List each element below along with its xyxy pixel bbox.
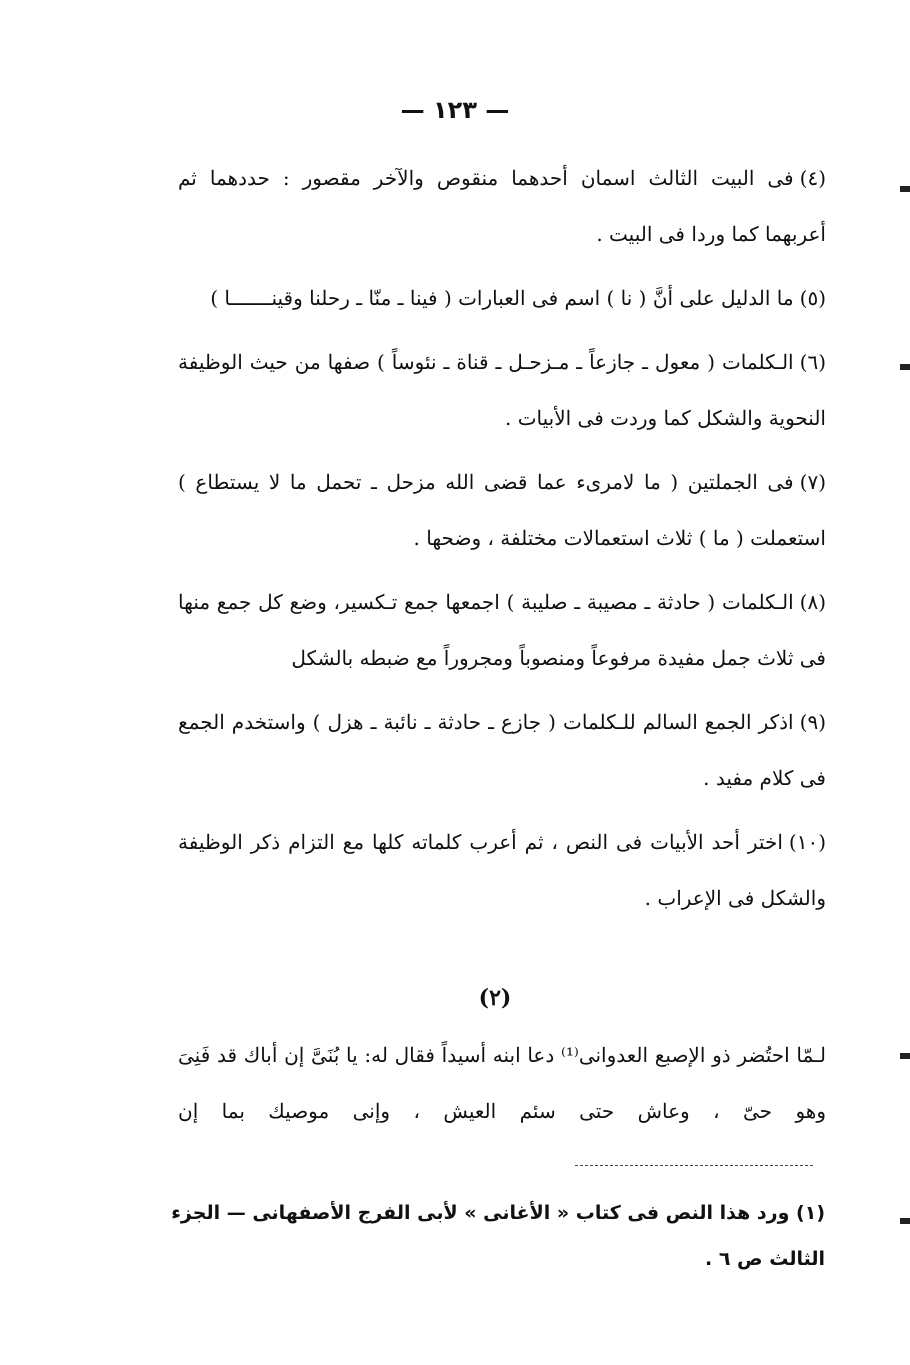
question-number: (٤) [799, 166, 826, 190]
footnote: (١) ورد هذا النص فى كتاب « الأغانى » لأبى الفرج الأصفهانى — الجزء الثالث ص ٦ . [171, 1202, 825, 1270]
question-number: (٧) [799, 470, 826, 494]
question-text: اذكر الجمع السالم للـكلمات ( جازع ـ حادثة ـ نائبة ـ هزل ) واستخدم الجمع فى كلام مفيد . [178, 710, 826, 790]
question-list [178, 150, 826, 934]
question-number: (٥) [799, 286, 826, 310]
question-item [178, 270, 826, 326]
question-number: (٩) [799, 710, 826, 734]
question-number: (٨) [799, 590, 826, 614]
question-text: اختر أحد الأبيات فى النص ، ثم أعرب كلماته كلها مع التزام ذكر الوظيفة والشكل فى الإعراب . [178, 830, 826, 910]
question-text: ما الدليل على أنَّ ( نا ) اسم فى العبارات ( فينا ـ منّا ـ رحلنا وقينـــــــا ) [210, 286, 794, 310]
question-item [178, 574, 826, 686]
section-number: (٢) [478, 985, 512, 1011]
question-item [178, 454, 826, 566]
footnote-divider [575, 1165, 813, 1166]
question-item [178, 150, 826, 262]
question-number: (١٠) [788, 830, 826, 854]
question-item [178, 694, 826, 806]
page-number: — ١٢٣ — [400, 96, 510, 124]
question-text: فى البيت الثالث اسمان أحدهما منقوص والآخر مقصور : حددهما ثم أعربهما كما وردا فى البيت . [178, 166, 826, 246]
question-item [178, 334, 826, 446]
text-passage: لـمّا احتُضر ذو الإصبع العدوانى⁽¹⁾ دعا ابنه أسيداً فقال له: يا بُنَىَّ إن أباك قد فَنِىَ وهو حىّ ، وعاش حتى سئم العيش ، وإنى موصيك بما إن [178, 1043, 826, 1123]
margin-mark [900, 1053, 910, 1059]
question-number: (٦) [799, 350, 826, 374]
margin-mark [900, 186, 910, 192]
margin-mark [900, 1218, 910, 1224]
question-item [178, 814, 826, 926]
question-text: الـكلمات ( معول ـ جازعاً ـ مـزحـل ـ قناة ـ نئوساً ) صفها من حيث الوظيفة النحوية والشكل كما وردت فى الأبيات . [178, 350, 826, 430]
question-text: فى الجملتين ( ما لامرىء عما قضى الله مزحل ـ تحمل ما لا يستطاع ) استعملت ( ما ) ثلاث استعمالات مختلفة ، وضحها . [178, 470, 826, 550]
question-text: الـكلمات ( حادثة ـ مصيبة ـ صليبة ) اجمعها جمع تـكسير، وضع كل جمع منها فى ثلاث جمل مفيدة مرفوعاً ومنصوباً ومجروراً مع ضبطه بالشكل [178, 590, 826, 670]
margin-mark [900, 364, 910, 370]
